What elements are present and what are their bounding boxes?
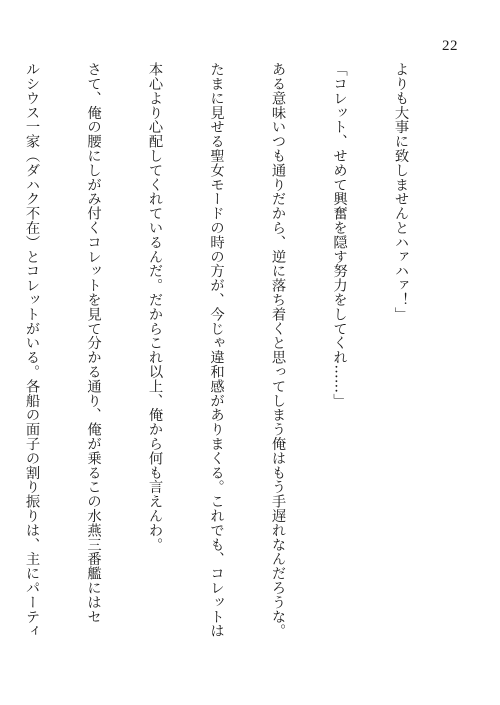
text-line: さて、俺の腰にしがみ付くコレットを見て分かる通り、俺が乗るこの水燕三番艦にはセ	[85, 62, 102, 624]
text-line: ある意味いつも通りだから、逆に落ち着くと思ってしまう俺はもう手遅れなんだろうな。	[270, 62, 286, 638]
text-line: ルシウス一家（ダハク不在）とコレットがいる。各船の面子の割り振りは、主にパーティ	[24, 62, 40, 638]
page-number: 22	[442, 38, 458, 54]
text-line: 本心より心配してくれているんだ。だからこれ以上、俺から何も言えんわ。	[147, 62, 163, 552]
text-line: たまに見せる聖女モードの時の方が、今じゃ違和感がありまくる。これでも、コレットは	[208, 62, 225, 638]
vertical-text-body	[0, 62, 452, 674]
text-line: よりも大事に致しませんとハァハァ！」	[393, 62, 409, 322]
text-line: 「コレット、せめて興奮を隠す努力をしてくれ……」	[331, 62, 348, 408]
